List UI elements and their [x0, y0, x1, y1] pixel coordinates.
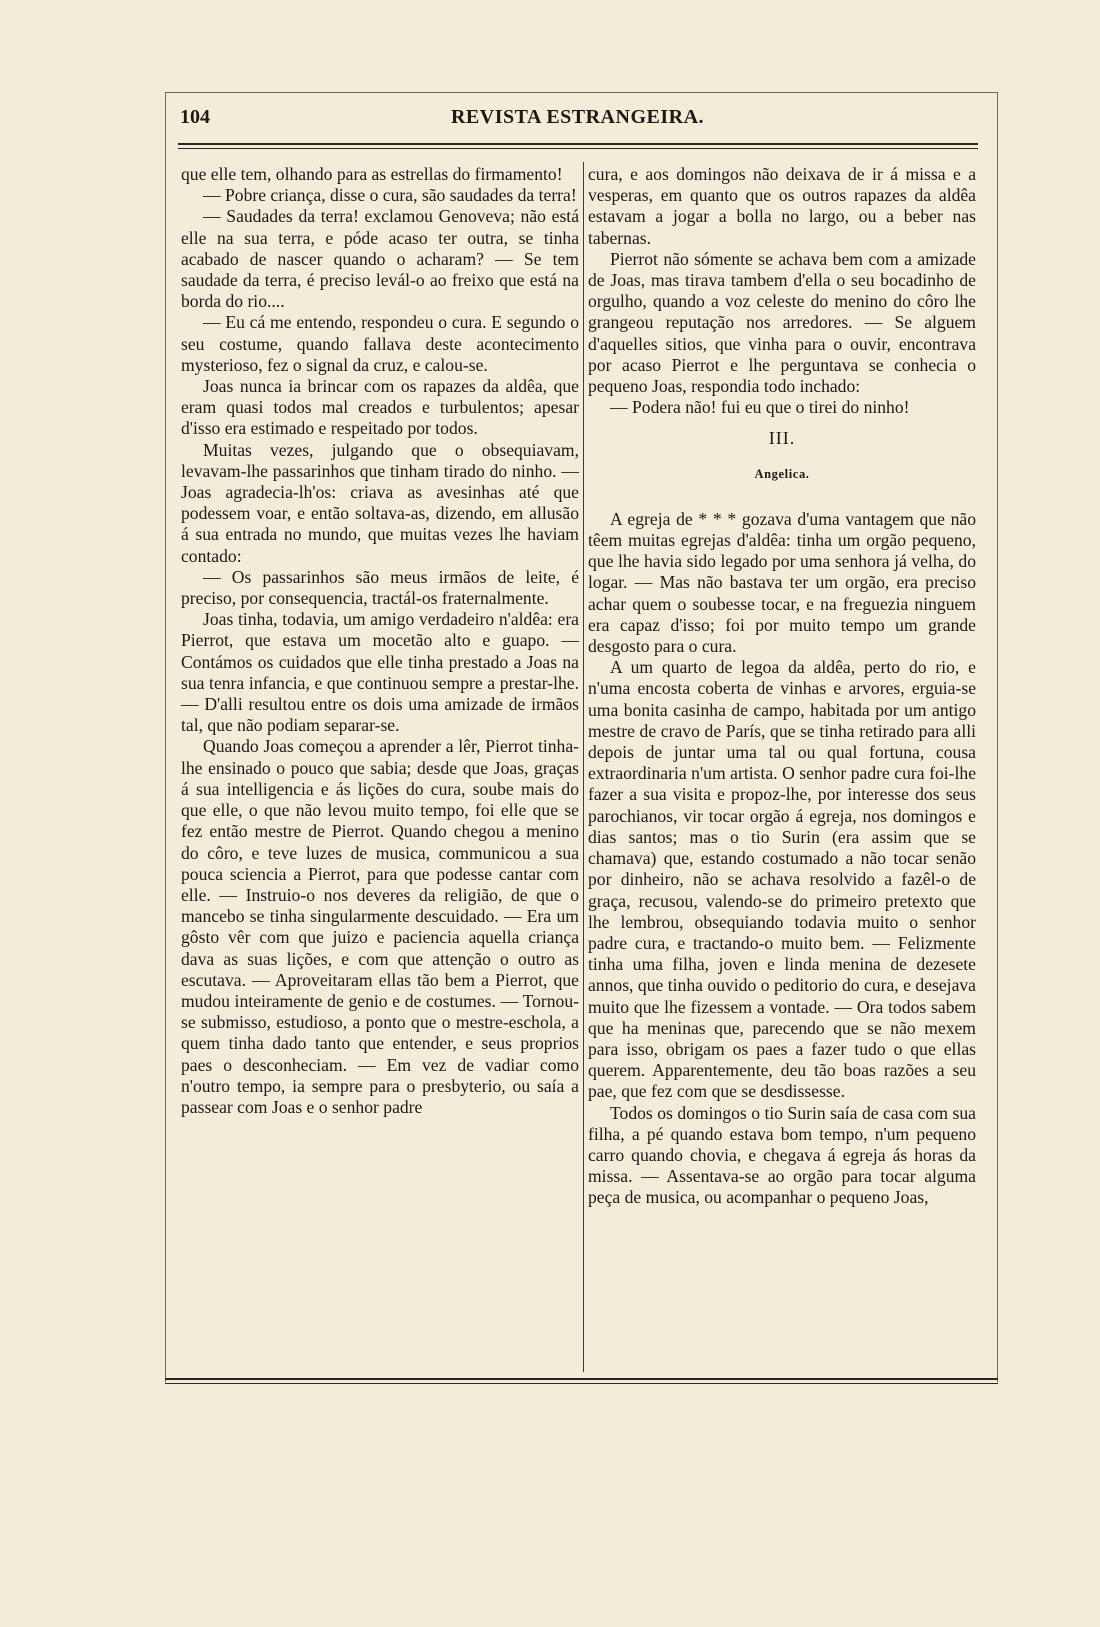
frame-left-line: [165, 92, 166, 1382]
paragraph: Todos os domingos o tio Surin saía de casa com sua filha, a pé quando estava bom tempo, n'um pequeno carro quando chovia, e chegava á egreja ás horas da missa. — Assentava-se ao orgão para tocar alguma peça de musica, ou acompanhar o pequeno Joas,: [588, 1102, 976, 1208]
paragraph: Joas nunca ia brincar com os rapazes da aldêa, que eram quasi todos mal creados e turbulentos; apesar d'isso era estimado e respeitado por todos.: [181, 376, 579, 439]
left-column: [181, 164, 579, 1118]
paragraph: — Os passarinhos são meus irmãos de leite, é preciso, por consequencia, tractál-os fraternalmente.: [181, 566, 579, 609]
paragraph: A egreja de * * * gozava d'uma vantagem que não têem muitas egrejas d'aldêa: tinha um orgão pequeno, que lhe havia sido legado por uma senhora já velha, do logar. — Mas não bastava ter um orgão, era preciso achar quem o soubesse tocar, e na freguezia ninguem era capaz d'isso; foi por muito tempo um grande desgosto para o cura.: [588, 508, 976, 657]
paragraph: — Saudades da terra! exclamou Genoveva; não está elle na sua terra, e póde acaso ter outra, se tinha acabado de nascer quando o acharam? — Se tem saudade da terra, é preciso levál-o ao freixo que está na borda do rio....: [181, 206, 579, 312]
right-column-after-section: [588, 509, 976, 1209]
right-column-before-section: [588, 164, 976, 418]
paragraph: — Eu cá me entendo, respondeu o cura. E segundo o seu costume, quando fallava deste acontecimento mysterioso, fez o signal da cruz, e calou-se.: [181, 312, 579, 375]
footer-rule-thin: [165, 1383, 998, 1384]
frame-right-line: [997, 92, 998, 1382]
running-title: REVISTA ESTRANGEIRA.: [450, 106, 705, 128]
header-rule-thin: [178, 148, 978, 149]
section-title: Angelica.: [754, 466, 810, 481]
paragraph: Muitas vezes, julgando que o obsequiavam, levavam-lhe passarinhos que tinham tirado do ninho. — Joas agradecia-lh'os: criava as avesinhas até que podessem voar, e então soltava-as, dizendo, em allusão á sua entrada no mundo, que muitas vezes lhe haviam contado:: [181, 439, 579, 566]
paragraph: — Podera não! fui eu que o tirei do ninho!: [610, 397, 910, 418]
column-divider: [583, 162, 584, 1372]
footer-rule-thick: [165, 1378, 998, 1380]
paragraph: A um quarto de legoa da aldêa, perto do rio, e n'uma encosta coberta de vinhas e arvores, erguia-se uma bonita casinha de campo, habitada por um antigo mestre de cravo de París, que se tinha retirado para alli depois de juntar uma tal ou qual fortuna, cousa extraordinaria n'um artista. O senhor padre cura foi-lhe fazer a sua visita e propoz-lhe, por interesse dos seus parochianos, vir tocar orgão á egreja, nos domingos e dias santos; mas o tio Surin (era assim que se chamava) que, estando costumado a não tocar senão por dinheiro, não se achava resolvido a fazêl-o de graça, recusou, valendo-se do primeiro pretexto que lhe lembrou, obsequiando todavia muito o senhor padre cura, e tractando-o muito bem. — Felizmente tinha uma filha, joven e linda menina de dezesete annos, que tinha ouvido o peditorio do cura, e desejava muito que lhe fizessem a vontade. — Ora todos sabem que ha meninas que, parecendo que se não mexem para isso, obrigam os paes a fazer tudo o que ellas querem. Apparentemente, deu tão boas razões a seu pae, que fez com que se desdissesse.: [588, 657, 976, 1102]
paragraph: cura, e aos domingos não deixava de ir á missa e a vesperas, em quanto que os outros rapazes da aldêa estavam a jogar a bolla no largo, ou a beber nas tabernas.: [588, 164, 976, 248]
right-column: [588, 164, 976, 1209]
frame-top-line: [165, 92, 998, 93]
page-number: 104: [180, 106, 210, 128]
paragraph: — Pobre criança, disse o cura, são saudades da terra!: [203, 185, 577, 206]
paragraph: Quando Joas começou a aprender a lêr, Pierrot tinha-lhe ensinado o pouco que sabia; desde que Joas, graças á sua intelligencia e ás lições do cura, soube mais do que elle, o que não levou muito tempo, foi elle que se fez então mestre de Pierrot. Quando chegou a menino do côro, e teve luzes de musica, communicou a sua pouca sciencia a Pierrot, para que podesse cantar com elle. — Instruio-o nos deveres da religião, de que o mancebo se tinha singularmente descuidado. — Era um gôsto vêr com que juizo e paciencia aquella criança dava as suas lições, e com que attenção o outro as escutava. — Aproveitaram ellas tão bem a Pierrot, que mudou inteiramente de genio e de costumes. — Tornou-se submisso, estudioso, a ponto que o mestre-eschola, a quem tinha dado tanto que entender, e seus proprios paes o desconheciam. — Em vez de vadiar como n'outro tempo, ia sempre para o presbyterio, ou saía a passear com Joas e o senhor padre: [181, 736, 579, 1117]
section-number: III.: [768, 428, 796, 449]
paragraph: que elle tem, olhando para as estrellas do firmamento!: [181, 164, 563, 184]
paragraph: Pierrot não sómente se achava bem com a amizade de Joas, mas tirava tambem d'ella o seu bocadinho de orgulho, quando a voz celeste do menino do côro lhe grangeou reputação nos arredores. — Se alguem d'aquelles sitios, que vinha para o ouvir, encontrava por acaso Pierrot e lhe perguntava se conhecia o pequeno Joas, respondia todo inchado:: [588, 248, 976, 397]
paragraph: Joas tinha, todavia, um amigo verdadeiro n'aldêa: era Pierrot, que estava um mocetão alto e guapo. — Contámos os cuidados que elle tinha prestado a Joas na sua tenra infancia, e que continuou sempre a prestar-lhe. — D'alli resultou entre os dois uma amizade de irmãos tal, que não podiam separar-se.: [181, 609, 579, 736]
running-header: [180, 106, 975, 136]
header-rule-thick: [178, 143, 978, 145]
